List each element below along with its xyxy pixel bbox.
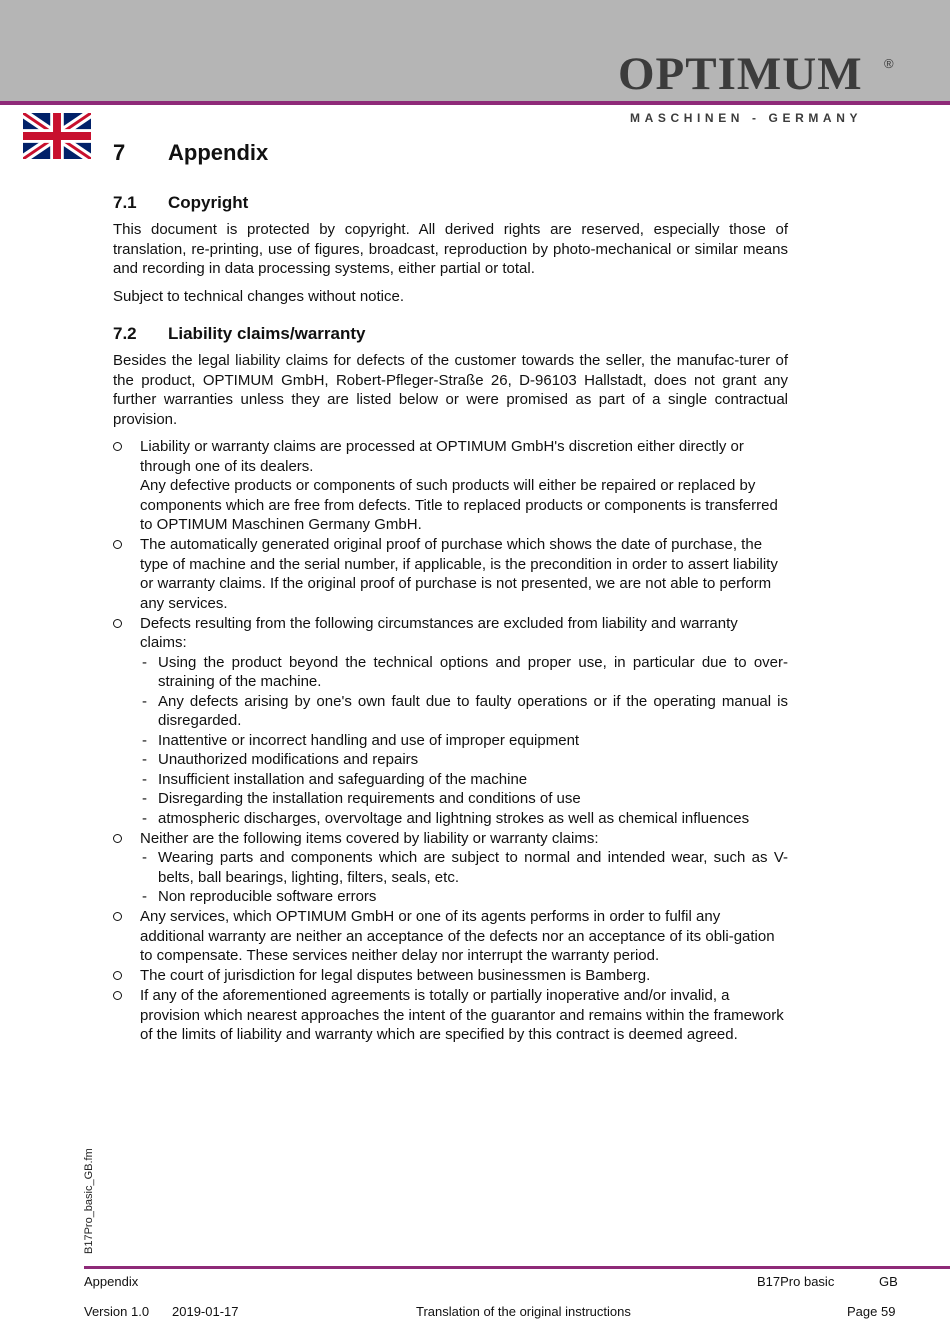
section-title: Copyright bbox=[168, 193, 249, 212]
footer-rule bbox=[84, 1266, 950, 1269]
dash-item bbox=[140, 789, 788, 809]
logo-subtitle: MASCHINEN - GERMANY bbox=[630, 111, 863, 125]
circle-bullet-icon bbox=[113, 540, 122, 549]
dash-marker: - bbox=[142, 790, 147, 807]
circle-bullet-icon bbox=[113, 834, 122, 843]
dash-item bbox=[140, 887, 788, 907]
chapter-title: Appendix bbox=[168, 140, 269, 165]
dash-marker: - bbox=[142, 653, 147, 671]
circle-bullet-icon bbox=[113, 912, 122, 921]
bullet-text: Any defective products or components of such products will either be repaired or replaced by components which are free from defects. Title to replaced products or components is transferred to OPTIMUM Maschinen Germany GmbH. bbox=[140, 477, 778, 533]
list-item bbox=[113, 829, 788, 907]
dash-text: Unauthorized modifications and repairs bbox=[158, 751, 419, 768]
dash-marker: - bbox=[142, 770, 147, 788]
list-item bbox=[113, 437, 788, 535]
dash-item bbox=[140, 692, 788, 731]
dash-marker: - bbox=[142, 731, 147, 749]
copyright-notice: Subject to technical changes without notice. bbox=[113, 287, 405, 305]
dash-item bbox=[140, 731, 788, 751]
circle-bullet-icon bbox=[113, 971, 122, 980]
list-item bbox=[113, 535, 788, 613]
list-item bbox=[113, 907, 788, 966]
bullet-text: Neither are the following items covered by liability or warranty claims: bbox=[140, 829, 599, 847]
dash-marker: - bbox=[142, 888, 147, 905]
bullet-text: Liability or warranty claims are processed at OPTIMUM GmbH's discretion either directly or through one of its dealers. bbox=[140, 438, 744, 475]
dash-text: Disregarding the installation requirements and conditions of use bbox=[158, 790, 581, 807]
copyright-paragraph: This document is protected by copyright. All derived rights are reserved, especially those of translation, re-printing, use of figures, broadcast, reproduction by photo-mechanical or similar means and recording in data processing systems, either partial or total. bbox=[113, 221, 788, 277]
dash-marker: - bbox=[142, 849, 147, 866]
list-item bbox=[113, 986, 788, 1045]
bullet-text: Defects resulting from the following circumstances are excluded from liability and warranty claims: bbox=[140, 614, 738, 651]
dash-item bbox=[140, 770, 788, 790]
dash-item bbox=[140, 809, 788, 829]
dash-item bbox=[140, 848, 788, 887]
chapter-heading bbox=[113, 140, 788, 166]
list-item bbox=[113, 614, 788, 829]
bullet-text: Any services, which OPTIMUM GmbH or one of its agents performs in order to fulfil any additional warranty are neither an acceptance of the defects nor an acceptance of its obli-gation to compensate. These services neither delay nor interrupt the warranty period. bbox=[140, 908, 775, 964]
logo-text: OPTIMUM bbox=[618, 48, 863, 100]
footer-date: 2019-01-17 bbox=[172, 1304, 239, 1319]
page-content bbox=[113, 130, 788, 1045]
circle-bullet-icon bbox=[113, 991, 122, 1000]
dash-item bbox=[140, 750, 788, 770]
bullet-text: If any of the aforementioned agreements is totally or partially inoperative and/or invalid, a provision which nearest approaches the intent of the guarantor and remains within the framework of the limits of liability and warranty which are specified by this contract is deemed agreed. bbox=[140, 987, 784, 1043]
section-number: 7.2 bbox=[113, 324, 137, 343]
exclusions-list bbox=[140, 653, 788, 829]
footer-section: Appendix bbox=[84, 1274, 139, 1289]
footer-version: Version 1.0 bbox=[84, 1304, 150, 1319]
section-heading-copyright bbox=[113, 192, 788, 214]
dash-item bbox=[140, 653, 788, 692]
chapter-number: 7 bbox=[113, 140, 126, 165]
section-title: Liability claims/warranty bbox=[168, 324, 366, 343]
footer-product: B17Pro basic bbox=[757, 1274, 835, 1289]
dash-marker: - bbox=[142, 692, 147, 710]
dash-text: atmospheric discharges, overvoltage and lightning strokes as well as chemical influences bbox=[158, 809, 750, 827]
liability-intro: Besides the legal liability claims for defects of the customer towards the seller, the manufac-turer of the product, OPTIMUM GmbH, Robert-Pfleger-Straße 26, D-96103 Hallstadt, does not grant any further warranties unless they are listed below or were promised as part of a single contractual provision. bbox=[113, 352, 788, 428]
footer-language: GB bbox=[879, 1274, 898, 1289]
not-covered-list bbox=[140, 848, 788, 907]
footer-translation: Translation of the original instructions bbox=[416, 1304, 631, 1319]
dash-text: Any defects arising by one's own fault due to faulty operations or if the operating manual is disregarded. bbox=[158, 692, 788, 729]
dash-text: Insufficient installation and safeguarding of the machine bbox=[158, 770, 528, 788]
dash-text: Inattentive or incorrect handling and use of improper equipment bbox=[158, 731, 580, 749]
circle-bullet-icon bbox=[113, 619, 122, 628]
list-item bbox=[113, 966, 788, 986]
section-number: 7.1 bbox=[113, 193, 137, 212]
footer-page-number: Page 59 bbox=[847, 1304, 896, 1319]
warranty-list bbox=[113, 437, 788, 1045]
source-filename: B17Pro_basic_GB.fm bbox=[83, 1148, 95, 1254]
logo-registered-mark: ® bbox=[884, 56, 894, 71]
uk-flag-icon bbox=[23, 113, 91, 159]
dash-text: Non reproducible software errors bbox=[158, 888, 377, 905]
bullet-text: The court of jurisdiction for legal disputes between businessmen is Bamberg. bbox=[140, 967, 651, 984]
optimum-logo bbox=[618, 48, 918, 100]
dash-text: Using the product beyond the technical options and proper use, in particular due to over-straining of the machine. bbox=[158, 653, 788, 690]
dash-marker: - bbox=[142, 809, 147, 827]
section-heading-liability bbox=[113, 323, 788, 345]
bullet-text: The automatically generated original proof of purchase which shows the date of purchase, the type of machine and the serial number, if applicable, is the precondition in order to assert liability or warranty claims. If the original proof of purchase is not presented, we are not able to perform any services. bbox=[140, 536, 778, 612]
header-rule bbox=[0, 101, 950, 105]
circle-bullet-icon bbox=[113, 442, 122, 451]
dash-text: Wearing parts and components which are subject to normal and intended wear, such as V-belts, ball bearings, lighting, filters, seals, etc. bbox=[158, 849, 788, 886]
dash-marker: - bbox=[142, 751, 147, 768]
